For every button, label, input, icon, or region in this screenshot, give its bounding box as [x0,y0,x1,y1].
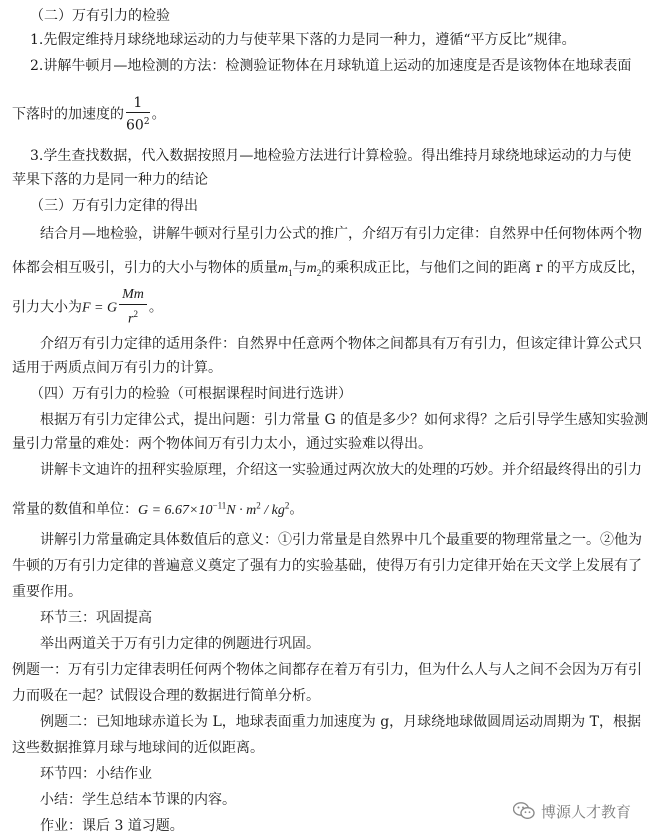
fraction-numerator: 1 [126,94,150,113]
example-two-line: 这些数据推算月球与地球间的近似距离。 [12,740,264,756]
text-span: 常量的数值和单位： [12,501,138,518]
paragraph-line-with-constant [0,492,653,518]
mass-symbol: m [278,261,289,276]
text-span: 体都会相互吸引，引力的大小与物体的质量 [12,260,278,276]
paragraph-line: 举出两道关于万有引力定律的例题进行巩固。 [40,636,320,652]
paragraph-line: 量引力常量的难处：两个物体间万有引力太小，通过实验难以得出。 [12,436,432,452]
paragraph-line: 结合月—地检验，讲解牛顿对行星引力公式的推广，介绍万有引力定律：自然界中任何物体两个物 [40,226,642,242]
paragraph-line: 介绍万有引力定律的适用条件：自然界中任意两个物体之间都具有万有引力，但该定律计算公式只 [40,336,642,352]
paragraph-line-with-formula [0,286,653,328]
stage-heading-3: 环节三：巩固提高 [40,610,152,626]
formula-denominator-base: r [128,311,134,327]
text-span: 。 [151,106,166,123]
mass-symbol: m [306,261,317,276]
mass-subscript: 2 [316,267,322,278]
paragraph-line-with-fraction [0,94,653,134]
example-one-line: 力而吸在一起？试假设合理的数据进行简单分析。 [12,688,320,704]
paragraph-line: 2.讲解牛顿月—地检测的方法：检测验证物体在月球轨道上运动的加速度是否是该物体在地球表面 [30,58,632,74]
text-span: 。 [289,501,304,518]
gravitational-constant-formula [138,500,290,518]
fraction-denominator [126,113,150,135]
section-heading-4: （四）万有引力的检验（可根据课程时间进行选讲） [30,386,352,402]
fraction-denominator-base: 60 [126,117,144,134]
mass-m2 [307,261,322,276]
example-two-line: 例题二：已知地球赤道长为 L，地球表面重力加速度为 g，月球绕地球做圆周运动周期为 T，根据 [40,714,641,730]
fraction-exponent: 2 [143,117,150,127]
gravity-formula-fraction [119,286,147,329]
text-span: 引力大小为 [12,299,82,316]
text-span: 与 [292,260,307,276]
gravity-formula-lhs: F = G [82,300,118,316]
section-heading-3: （三）万有引力定律的得出 [30,198,198,214]
paragraph-line: 1.先假定维持月球绕地球运动的力与使苹果下落的力是同一种力，遵循“平方反比”规律。 [30,32,576,48]
formula-denominator [119,305,147,329]
unit-exponent: 2 [284,500,290,510]
formula-exponent: 2 [133,309,138,319]
example-one-line: 例题一：万有引力定律表明任何两个物体之间都存在着万有引力，但为什么人与人之间不会因为万有引 [12,662,642,678]
constant-unit-part: N · m [226,502,257,518]
paragraph-line: 根据万有引力定律公式，提出问题：引力常量 G 的值是多少？如何求得？之后引导学生感知实验测 [40,412,649,428]
text-span: 下落时的加速度的 [12,106,124,123]
mass-m1 [278,261,293,276]
paragraph-line: 讲解引力常量确定具体数值后的意义：①引力常量是自然界中几个最重要的物理常量之一。②他为 [40,532,642,548]
paragraph-line: 牛顿的万有引力定律的普遍意义奠定了强有力的实验基础，使得万有引力定律开始在天文学上发展有了 [12,558,642,574]
section-heading-2: （二）万有引力的检验 [30,8,170,24]
paragraph-line: 讲解卡文迪许的扭秤实验原理，介绍这一实验通过两次放大的处理的巧妙。并介绍最终得出的引力 [40,462,642,478]
paragraph-line-with-masses [0,258,653,278]
watermark [513,798,631,824]
homework-line: 作业：课后 3 道习题。 [40,818,184,834]
text-span: 的乘积成正比，与他们之间的距离 r 的平方成反比， [321,260,645,276]
constant-unit-part: / kg [260,502,285,518]
paragraph-line: 苹果下落的力是同一种力的结论 [12,172,208,188]
paragraph-line: 3.学生查找数据，代入数据按照月—地检验方法进行计算检验。得出维持月球绕地球运动的力与使 [30,148,632,164]
formula-numerator: Mm [119,286,147,305]
constant-exponent: −11 [212,500,227,510]
constant-value: G = 6.67×10 [138,502,213,518]
fraction-one-over-sixty-squared [126,94,150,135]
watermark-text: 博源人才教育 [540,802,631,821]
unit-exponent: 2 [256,500,261,510]
mass-subscript: 1 [288,267,293,278]
summary-line: 小结：学生总结本节课的内容。 [40,792,236,808]
paragraph-line: 适用于两质点间万有引力的计算。 [12,360,222,376]
wechat-icon [513,802,535,820]
paragraph-line: 重要作用。 [12,584,82,600]
stage-heading-4: 环节四：小结作业 [40,766,152,782]
text-span: 。 [148,299,163,316]
